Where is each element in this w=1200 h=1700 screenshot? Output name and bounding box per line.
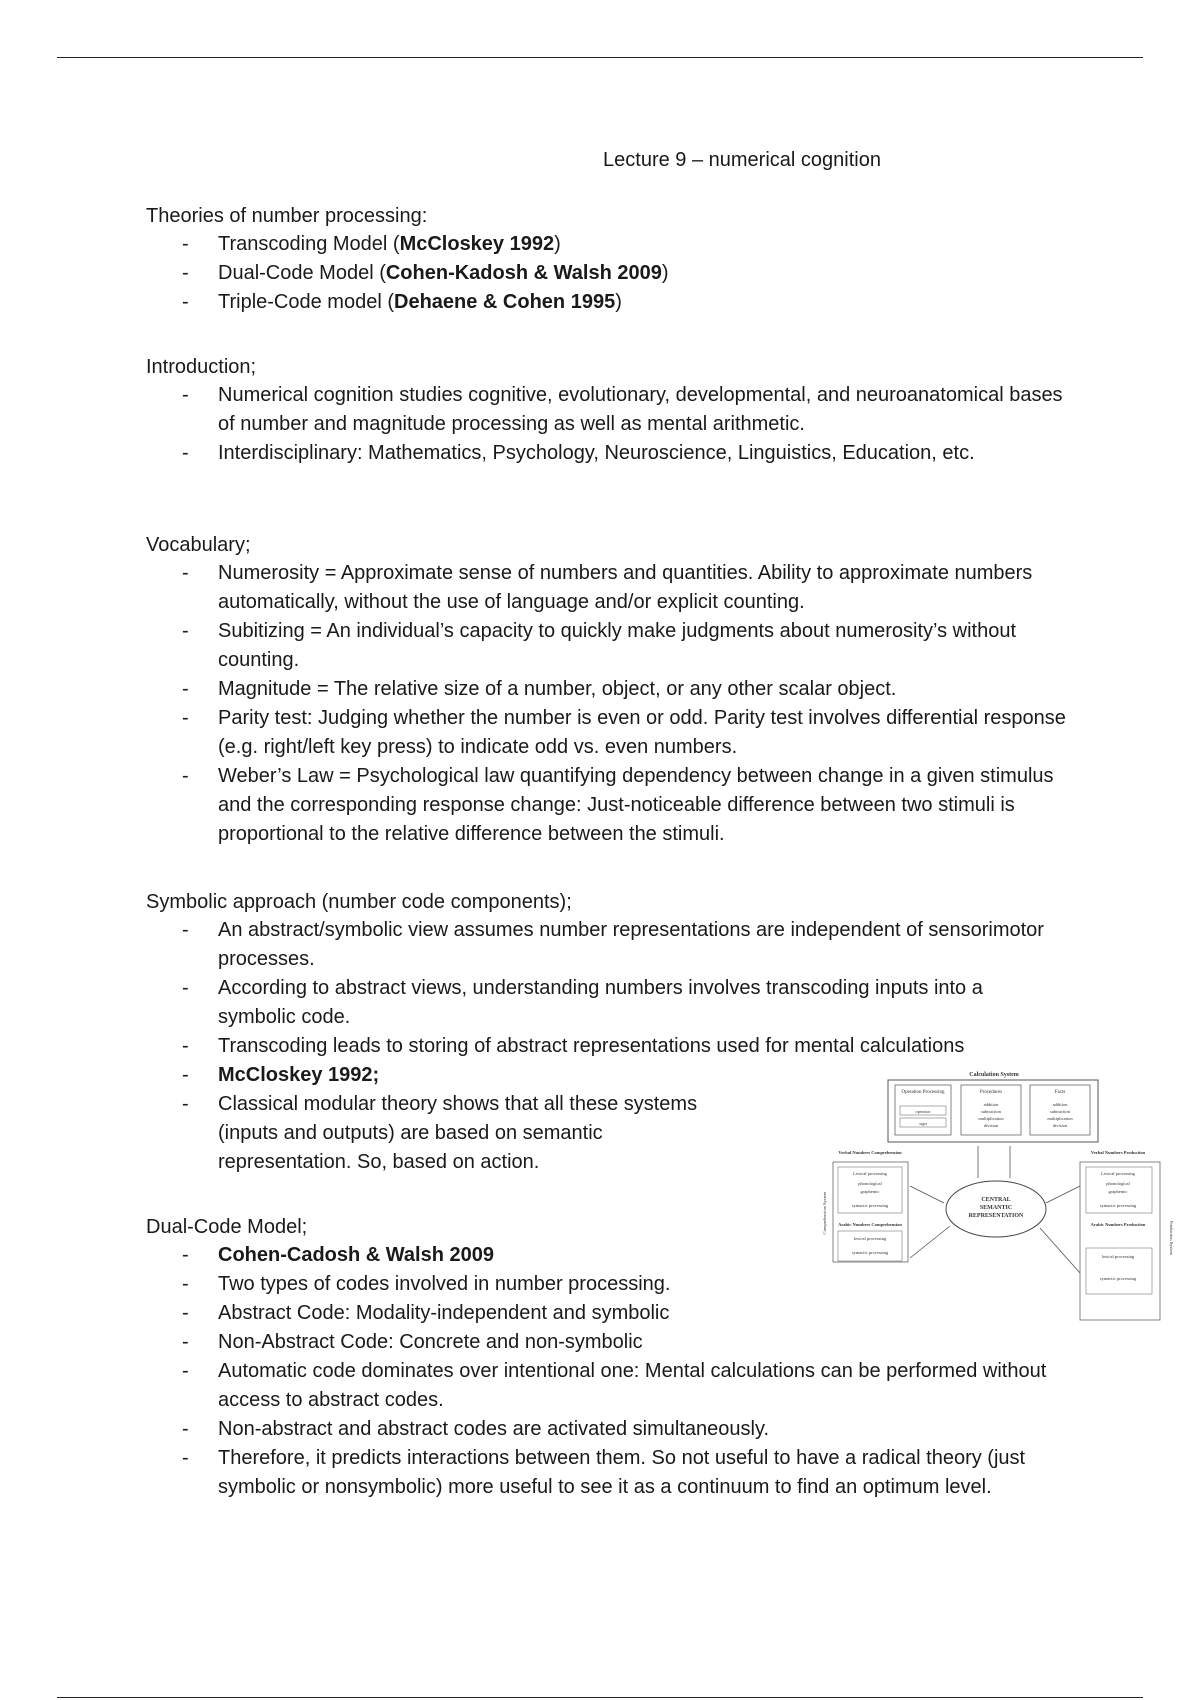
arabic-comp-lexical: lexical processing <box>853 1236 887 1241</box>
verbal-prod-syntactic: syntactic processing <box>1099 1203 1137 1208</box>
list-item: - Interdisciplinary: Mathematics, Psychology, Neuroscience, Linguistics, Education, etc. <box>146 439 1066 468</box>
verbal-comp-lexical: Lexical processing <box>853 1171 887 1176</box>
introduction-section <box>146 353 1066 468</box>
list-item: - Triple-Code model (Dehaene & Cohen 1995) <box>146 288 669 317</box>
fact-addition: addition <box>1052 1102 1068 1107</box>
vocabulary-heading: Vocabulary; <box>146 534 251 556</box>
procedures-label: Procedures <box>979 1090 1003 1095</box>
list-item: - Therefore, it predicts interactions between them. So not useful to have a radical theory (just symbolic or nonsymbolic) more useful to see it as a continuum to find an optimum level. <box>146 1444 1066 1502</box>
dualcode-heading: Dual-Code Model; <box>146 1216 308 1238</box>
arabic-comp-syntactic: syntactic processing <box>851 1250 889 1255</box>
center-label-3: REPRESENTATION <box>968 1213 1024 1219</box>
list-item: - Parity test: Judging whether the number is even or odd. Parity test involves differential response (e.g. right/left key press) to indicate odd vs. even numbers. <box>146 704 1066 762</box>
proc-division: division <box>983 1123 999 1128</box>
list-item: - Dual-Code Model (Cohen-Kadosh & Walsh 2009) <box>146 259 669 288</box>
arabic-prod-lexical: lexical processing <box>1101 1254 1135 1259</box>
proc-multiplication: multiplication <box>978 1116 1004 1121</box>
proc-subtraction: subtraction <box>981 1109 1001 1114</box>
theories-heading: Theories of number processing: <box>146 205 428 227</box>
list-item: - Non-Abstract Code: Concrete and non-symbolic <box>146 1328 738 1357</box>
verbal-prod-lexical: Lexical processing <box>1101 1171 1135 1176</box>
operation-label: Operation Processing <box>901 1090 945 1095</box>
introduction-heading: Introduction; <box>146 356 257 378</box>
verbal-comp-title: Verbal Numbers Comprehension <box>838 1150 902 1155</box>
list-item: - Automatic code dominates over intentional one: Mental calculations can be performed without access to abstract codes. <box>146 1357 1066 1415</box>
verbal-prod-graph: graphemic <box>1108 1189 1128 1194</box>
list-item: - Magnitude = The relative size of a number, object, or any other scalar object. <box>146 675 1066 704</box>
bottom-rule <box>57 1697 1143 1698</box>
list-item: - Classical modular theory shows that all these systems (inputs and outputs) are based on semantic representation. So, based on action. <box>146 1090 738 1177</box>
list-item: - McCloskey 1992; <box>146 1061 1066 1090</box>
sign-label: sign <box>919 1121 927 1126</box>
list-item: - Numerical cognition studies cognitive, evolutionary, developmental, and neuroanatomical bases of number and magnitude processing as well as mental arithmetic. <box>146 381 1066 439</box>
list-item: - Abstract Code: Modality-independent and symbolic <box>146 1299 738 1328</box>
top-rule <box>57 57 1143 58</box>
operator-label: operator <box>915 1109 931 1114</box>
calc-system-title: Calculation System <box>969 1072 1019 1078</box>
list-item: - Numerosity = Approximate sense of numbers and quantities. Ability to approximate numbers automatically, without the use of language and/or explicit counting. <box>146 559 1066 617</box>
vocabulary-section <box>146 531 1066 849</box>
fact-division: division <box>1052 1123 1068 1128</box>
verbal-comp-graph: graphemic <box>860 1189 880 1194</box>
number-processing-diagram <box>818 1068 1178 1333</box>
center-label-2: SEMANTIC <box>979 1205 1013 1211</box>
fact-multiplication: multiplication <box>1047 1116 1073 1121</box>
production-system-label: Production System <box>1169 1220 1174 1256</box>
arabic-prod-title: Arabic Numbers Production <box>1090 1222 1146 1227</box>
list-item: - Non-abstract and abstract codes are activated simultaneously. <box>146 1415 1066 1444</box>
list-item: - According to abstract views, understanding numbers involves transcoding inputs into a symbolic code. <box>146 974 1066 1032</box>
symbolic-heading: Symbolic approach (number code components); <box>146 891 572 913</box>
verbal-comp-phono: phonological <box>858 1181 882 1186</box>
fact-subtraction: subtraction <box>1050 1109 1070 1114</box>
list-item: - Transcoding Model (McCloskey 1992) <box>146 230 669 259</box>
proc-addition: addition <box>983 1102 999 1107</box>
list-item: - An abstract/symbolic view assumes number representations are independent of sensorimotor processes. <box>146 916 1066 974</box>
list-item: - Two types of codes involved in number processing. <box>146 1270 738 1299</box>
facts-label: Facts <box>1054 1090 1066 1095</box>
list-item: - Cohen-Cadosh & Walsh 2009 <box>146 1241 1066 1270</box>
arabic-prod-syntactic: syntactic processing <box>1099 1276 1137 1281</box>
list-item: - Weber’s Law = Psychological law quantifying dependency between change in a given stimulus and the corresponding response change: Just-noticeable difference between two stimuli is proportional to the relative difference between the stimuli. <box>146 762 1066 849</box>
list-item: - Subitizing = An individual’s capacity to quickly make judgments about numerosity’s without counting. <box>146 617 1066 675</box>
comprehension-system-label: Comprehension System <box>822 1191 827 1235</box>
list-item: - Transcoding leads to storing of abstract representations used for mental calculations <box>146 1032 1066 1061</box>
arabic-comp-title: Arabic Numbers Comprehension <box>838 1222 902 1227</box>
center-label-1: CENTRAL <box>981 1197 1011 1203</box>
verbal-prod-phono: phonological <box>1106 1181 1130 1186</box>
verbal-prod-title: Verbal Numbers Production <box>1090 1150 1146 1155</box>
theories-section <box>146 202 669 317</box>
page-title: Lecture 9 – numerical cognition <box>603 149 881 171</box>
verbal-comp-syntactic: syntactic processing <box>851 1203 889 1208</box>
